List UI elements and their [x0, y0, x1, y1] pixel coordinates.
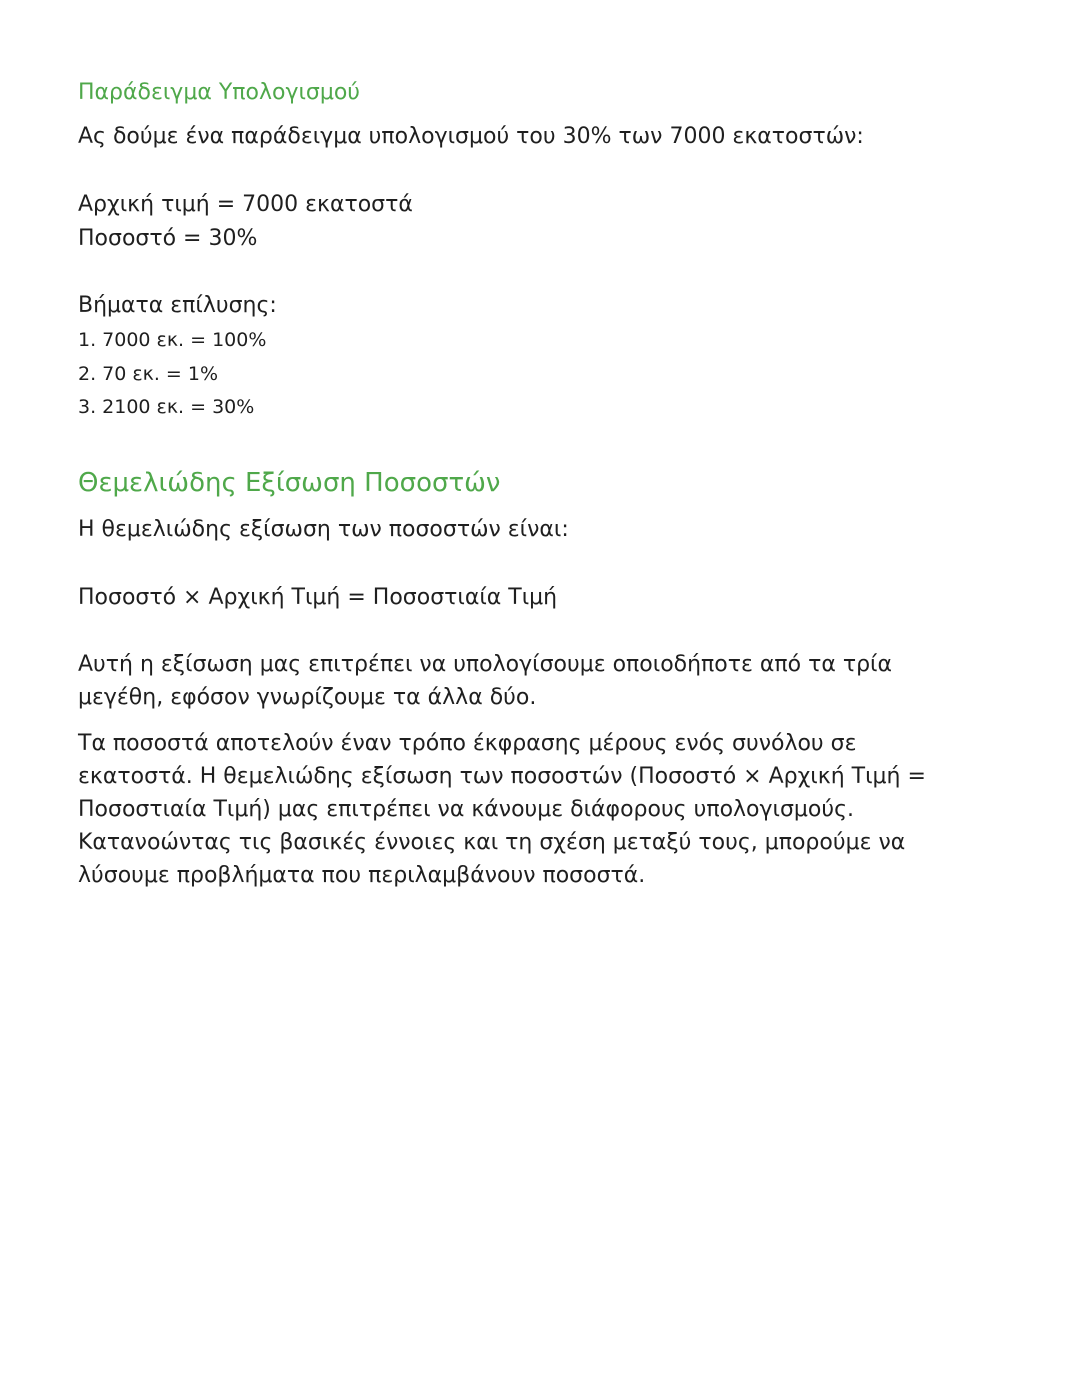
given-percentage: Ποσοστό = 30% — [78, 226, 258, 251]
equation-intro: Η θεμελιώδης εξίσωση των ποσοστών είναι: — [78, 517, 569, 542]
equation-heading: Θεμελιώδης Εξίσωση Ποσοστών — [78, 468, 501, 498]
step-1: 1. 7000 εκ. = 100% — [78, 329, 267, 351]
step-3: 3. 2100 εκ. = 30% — [78, 396, 255, 418]
example-heading: Παράδειγμα Υπολογισμού — [78, 80, 361, 105]
step-2: 2. 70 εκ. = 1% — [78, 363, 219, 385]
example-intro: Ας δούμε ένα παράδειγμα υπολογισμού του 30% των 7000 εκατοστών: — [78, 124, 864, 149]
steps-heading: Βήματα επίλυσης: — [78, 293, 277, 318]
equation-explanation-paragraph: Αυτή η εξίσωση μας επιτρέπει να υπολογίσουμε οποιοδήποτε από τα τρία μεγέθη, εφόσον γνωρίζουμε τα άλλα δύο. — [78, 652, 892, 710]
fundamental-equation: Ποσοστό × Αρχική Τιμή = Ποσοστιαία Τιμή — [78, 585, 558, 610]
summary-paragraph: Τα ποσοστά αποτελούν έναν τρόπο έκφρασης μέρους ενός συνόλου σε εκατοστά. Η θεμελιώδης εξίσωση των ποσοστών (Ποσοστό × Αρχική Τιμή = Ποσοστιαία Τιμή) μας επιτρέπει να κάνουμε διάφορους υπολογισμούς. Κατανοώντας τις βασικές έννοιες και τη σχέση μεταξύ τους, μπορούμε να λύσουμε προβλήματα που περιλαμβάνουν ποσοστά. — [78, 731, 926, 888]
given-initial-value: Αρχική τιμή = 7000 εκατοστά — [78, 192, 413, 217]
